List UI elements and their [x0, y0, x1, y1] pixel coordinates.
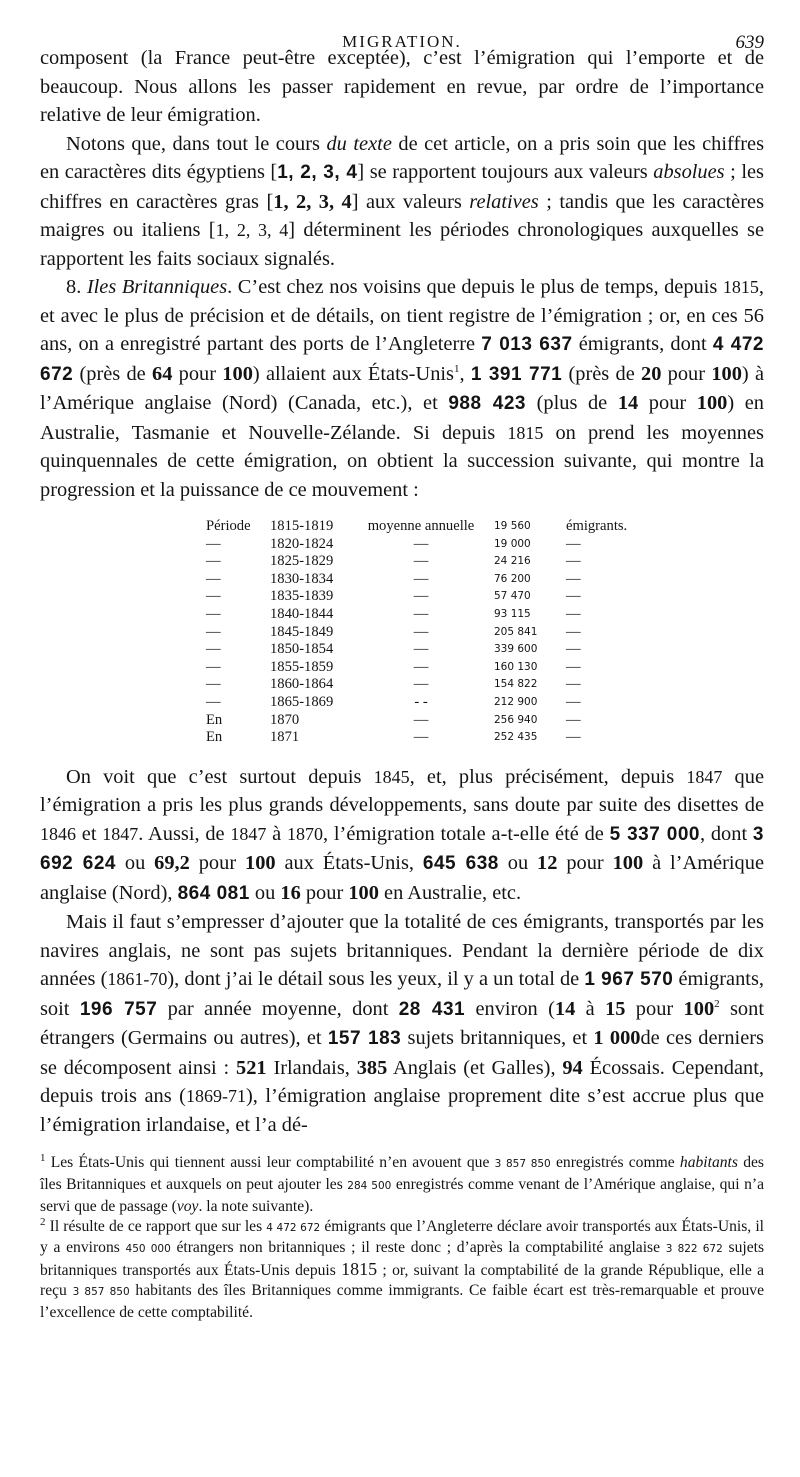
row-period: 1830-1834 — [270, 570, 334, 587]
row-label: En — [206, 729, 223, 746]
table-row — [202, 571, 631, 589]
row-measure: — — [413, 570, 429, 587]
row-period: 1815-1819 — [270, 518, 334, 534]
table-row — [202, 694, 631, 712]
row-value: 24 216 — [494, 555, 531, 568]
row-value: 212 900 — [494, 695, 538, 708]
footnote-ref-1: 1 — [454, 362, 460, 375]
row-value: 93 115 — [494, 607, 531, 620]
row-label: — — [206, 676, 221, 693]
footnote-2: $^2$ Il résulte de ce rapport que sur les 4 472 672 émigrants que l’Angleterre déclare avoir transportés aux États-Unis, il y a environs 450 000 étrangers non britanniques ; il reste donc ; d’après la comptabilité anglaise 3 822 672 sujets britanniques transportés aux États-Unis depuis 1815 ; or, suivant la comptabilité de la grande République, elle a reçu 3 857 850 habitants des îles Britanniques comme immigrants. Ce faible écart est très-remarquable et prouve l’excellence de cette comptabilité. — [40, 1215, 765, 1321]
row-unit: — — [566, 588, 581, 605]
row-measure: — — [413, 535, 429, 552]
row-unit: émigrants. — [566, 518, 628, 534]
row-measure: — — [413, 588, 429, 605]
lean-digits: 1, 2, 3, 4 — [215, 220, 289, 240]
row-label: En — [206, 711, 223, 728]
row-measure: — — [413, 658, 429, 675]
row-measure: — — [413, 729, 429, 746]
row-label: — — [206, 658, 221, 675]
table-row — [202, 588, 631, 606]
row-measure: — — [413, 623, 429, 640]
row-unit: — — [566, 623, 581, 640]
footnote-1: $^1$ Les États-Unis qui tiennent aussi leur comptabilité n’en avouent que 3 857 850 enregistrés comme habitants des îles Britanniques et auxquels on peut ajouter les 284 500 enregistrés comme venant de l’Amérique anglaise, qui n’a servi que de passage (voy. la note suivante). — [40, 1152, 764, 1215]
row-period: 1845-1849 — [270, 623, 334, 640]
row-value: 19 000 — [494, 537, 531, 550]
row-measure: — — [413, 676, 429, 693]
table-row — [202, 553, 631, 571]
row-value: 256 940 — [494, 713, 538, 726]
table-row — [202, 712, 631, 730]
row-period: 1850-1854 — [270, 641, 334, 658]
row-unit: — — [566, 535, 581, 552]
row-value: 252 435 — [494, 731, 538, 744]
row-label: — — [206, 588, 221, 605]
row-unit: — — [566, 729, 581, 746]
table-row — [202, 624, 631, 642]
table-row — [202, 518, 631, 536]
egyptian-digits: 1, 2, 3, 4 — [277, 162, 358, 183]
row-measure: — — [413, 605, 429, 622]
row-label: Période — [206, 518, 251, 534]
table-row — [202, 536, 631, 554]
row-label: — — [206, 605, 221, 622]
row-measure: — — [413, 553, 429, 570]
row-label: — — [206, 693, 221, 710]
row-measure: — — [413, 711, 429, 728]
footnote-ref-2: 2 — [714, 997, 720, 1010]
section-heading: Iles Britanniques — [86, 276, 228, 298]
row-value: 76 200 — [494, 572, 531, 585]
running-header — [40, 0, 764, 53]
row-unit: — — [566, 676, 581, 693]
table-row — [202, 729, 631, 747]
row-unit: — — [566, 693, 581, 710]
row-label: — — [206, 641, 221, 658]
row-period: 1825-1829 — [270, 553, 334, 570]
emigration-table — [202, 518, 631, 747]
row-period: 1870 — [270, 711, 300, 728]
row-period: 1865-1869 — [270, 693, 334, 710]
row-value: 57 470 — [494, 590, 531, 603]
paragraph-british-isles: 8. Iles Britanniques. C’est chez nos voisins que depuis le plus de temps, depuis 1815, et avec le plus de précision et de détails, on tient registre de l’émigration ; or, en ces 56 ans, on a enregistré partant des ports de l’Angleterre 7 013 637 émigrants, dont 4 472 672 (près de 64 pour 100) allaient aux États-Unis$^1$, 1 391 771 (près de 20 pour 100) à l’Amérique anglaise (Nord) (Canada, etc.), et 988 423 (plus de 14 pour 100) en Australie, Tasmanie et Nouvelle-Zélande. Si depuis 1815 on prend les moyennes quinquennales de cette émigration, on obtient la succession suivante, qui montre la progression et la puissance de ce mouvement : — [40, 276, 765, 501]
row-unit: — — [566, 658, 581, 675]
row-label: — — [206, 623, 221, 640]
bold-digits: 1, 2, 3, 4 — [273, 190, 352, 213]
row-unit: — — [566, 570, 581, 587]
row-period: 1871 — [270, 729, 300, 746]
page-number: 639 — [735, 32, 764, 53]
paragraph-growth: On voit que c’est surtout depuis 1845, et, plus précisément, depuis 1847 que l’émigration a pris les plus grands développements, sans doute par suite des disettes de 1846 et 1847. Aussi, de 1847 à 1870, l’émigration totale a-t-elle été de 5 337 000, dont 3 692 624 ou 69,2 pour 100 aux États-Unis, 645 638 ou 12 pour 100 à l’Amérique anglaise (Nord), 864 081 ou 16 pour 100 en Australie, etc. — [40, 765, 765, 904]
row-label: — — [206, 570, 221, 587]
row-unit: — — [566, 605, 581, 622]
row-value: 339 600 — [494, 643, 538, 656]
row-measure: - - — [414, 693, 428, 710]
row-period: 1820-1824 — [270, 535, 334, 552]
row-period: 1860-1864 — [270, 676, 334, 693]
paragraph-notation: Notons que, dans tout le cours du texte de cet article, on a pris soin que les chiffres en caractères dits égyptiens [1, 2, 3, 4] se rapportent toujours aux valeurs absolues ; les chiffres en caractères gras [1, 2, 3, 4] aux valeurs relatives ; tandis que les caractères maigres ou italiens [1, 2, 3, 4] déterminent les périodes chronologiques auxquelles se rapportent les faits sociaux signalés. — [40, 132, 765, 270]
page — [40, 0, 764, 1323]
row-unit: — — [566, 711, 581, 728]
row-label: — — [206, 535, 221, 552]
paragraph-intro: composent (la France peut-être exceptée), c’est l’émigration qui l’emporte et de beaucoup. Nous allons les passer rapidement en revue, par ordre de l’importance relative de leur émigration. — [40, 47, 764, 126]
row-value: 154 822 — [494, 678, 538, 691]
table-row — [202, 641, 631, 659]
table-row — [202, 676, 631, 694]
row-measure: moyenne annuelle — [367, 518, 475, 534]
row-measure: — — [413, 641, 429, 658]
paragraph-nationalities: Mais il faut s’empresser d’ajouter que la totalité de ces émigrants, transportés par les navires anglais, ne sont pas sujets britanniques. Pendant la dernière période de dix années (1861-70), dont j’ai le détail sous les yeux, il y a un total de 1 967 570 émigrants, soit 196 757 par année moyenne, dont 28 431 environ (14 à 15 pour $100^2$ sont étrangers (Germains ou autres), et 157 183 sujets britanniques, et 1 000de ces derniers se décomposent ainsi : 521 Irlandais, 385 Anglais (et Galles), 94 Écossais. Cependant, depuis trois ans (1869-71), l’émigration anglaise proprement dite s’est accrue plus que l’émigration irlandaise, et l’a dé- — [40, 911, 764, 1136]
table-row — [202, 659, 631, 677]
row-label: — — [206, 553, 221, 570]
row-period: 1855-1859 — [270, 658, 334, 675]
row-period: 1835-1839 — [270, 588, 334, 605]
table-row — [202, 606, 631, 624]
row-value: 19 560 — [494, 520, 531, 532]
row-unit: — — [566, 553, 581, 570]
row-unit: — — [566, 641, 581, 658]
row-period: 1840-1844 — [270, 605, 334, 622]
row-value: 205 841 — [494, 625, 538, 638]
row-value: 160 130 — [494, 660, 538, 673]
running-title: MIGRATION. — [342, 32, 462, 51]
